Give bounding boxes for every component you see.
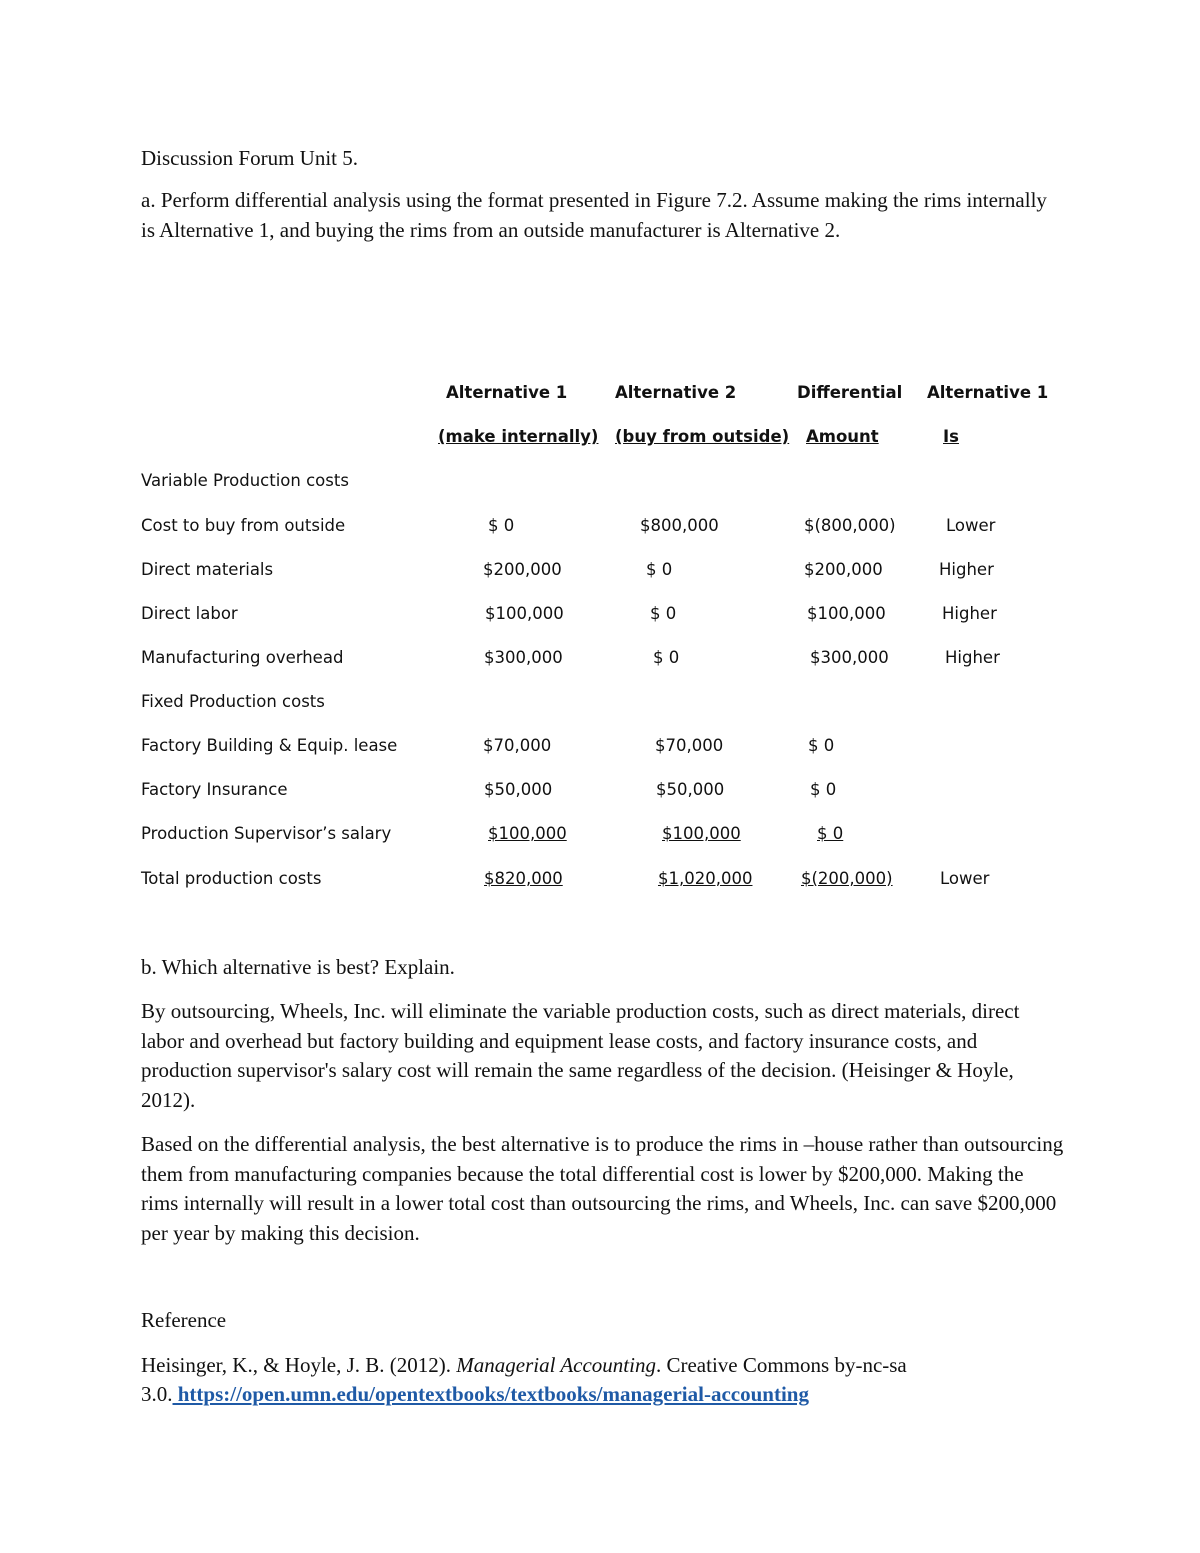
question-b: b. Which alternative is best? Explain. [141, 955, 455, 979]
total-diff-value: $(200,000) [801, 869, 893, 888]
row-is-value: Higher [939, 560, 994, 579]
row-diff-value: $ 0 [817, 824, 844, 843]
reference-heading: Reference [141, 1308, 227, 1332]
row-label: Direct labor [141, 604, 238, 623]
subheader-is [941, 427, 959, 447]
total-row-label: Total production costs [141, 869, 322, 888]
reference-authors: Heisinger, K., & Hoyle, J. B. (2012). [141, 1353, 457, 1377]
row-alt1-value: $70,000 [483, 736, 552, 755]
reference-version: 3.0. [141, 1382, 173, 1406]
row-diff-value: $300,000 [810, 648, 889, 667]
reference-book-title: Managerial Accounting [456, 1353, 656, 1377]
total-alt2-value: $1,020,000 [658, 869, 753, 888]
subheader-amount: Amount [806, 427, 879, 446]
row-alt2-value: $ 0 [646, 560, 673, 579]
header-differential: Differential [797, 383, 903, 402]
row-is-value: Higher [945, 648, 1000, 667]
header-alt1: Alternative 1 [446, 383, 568, 402]
subheader-make-internally: (make internally) [438, 427, 599, 446]
reference-license: . Creative Commons by-nc-sa [655, 1353, 907, 1377]
document-title: Discussion Forum Unit 5. [141, 146, 359, 170]
row-alt2-value: $70,000 [655, 736, 724, 755]
row-is-value: Lower [946, 516, 996, 535]
row-alt1-value: $200,000 [483, 560, 562, 579]
total-alt1-value: $820,000 [484, 869, 563, 888]
row-alt1-value: $300,000 [484, 648, 563, 667]
row-alt2-value: $800,000 [640, 516, 719, 535]
row-diff-value: $100,000 [807, 604, 886, 623]
header-alt2: Alternative 2 [615, 383, 737, 402]
row-diff-value: $ 0 [808, 736, 835, 755]
subheader-buy-from-outside: (buy from outside) [615, 427, 790, 446]
reference-citation [141, 1351, 907, 1381]
row-label: Factory Building & Equip. lease [141, 736, 398, 755]
header-alt1-is: Alternative 1 [927, 383, 1049, 402]
row-label: Cost to buy from outside [141, 516, 346, 535]
answer-paragraph-1: By outsourcing, Wheels, Inc. will eliminate the variable production costs, such as direct materials, direct labor and overhead but factory building and equipment lease costs, and factory insurance costs, and production supervisor's salary cost will remain the same regardless of the decision. (Heisinger & Hoyle, 2012). [141, 999, 1020, 1112]
row-label: Direct materials [141, 560, 274, 579]
row-alt2-value: $100,000 [662, 824, 741, 843]
row-alt1-value: $100,000 [488, 824, 567, 843]
row-alt1-value: $50,000 [484, 780, 553, 799]
section-variable-costs: Variable Production costs [141, 471, 349, 490]
answer-paragraph-2: Based on the differential analysis, the best alternative is to produce the rims in –house rather than outsourcing them from manufacturing companies because the total differential cost is lower by $200,000. Making the rims internally will result in a lower total cost than outsourcing the rims, and Wheels, Inc. can save $200,000 per year by making this decision. [141, 1132, 1064, 1245]
subheader-is-text: Is [943, 427, 959, 446]
row-label: Manufacturing overhead [141, 648, 344, 667]
row-alt1-value: $100,000 [485, 604, 564, 623]
row-alt2-value: $ 0 [650, 604, 677, 623]
section-fixed-costs: Fixed Production costs [141, 692, 325, 711]
row-diff-value: $ 0 [810, 780, 837, 799]
row-is-value: Higher [942, 604, 997, 623]
reference-link[interactable]: https://open.umn.edu/opentextbooks/textbooks/managerial-accounting [172, 1382, 809, 1406]
question-a: a. Perform differential analysis using the format presented in Figure 7.2. Assume making the rims internally is Alternative 1, and buying the rims from an outside manufacturer is Alternative 2. [141, 188, 1047, 242]
row-label: Production Supervisor’s salary [141, 824, 392, 843]
total-is-value: Lower [940, 869, 990, 888]
row-label: Factory Insurance [141, 780, 288, 799]
row-alt2-value: $50,000 [656, 780, 725, 799]
reference-url-line [141, 1380, 809, 1410]
row-alt2-value: $ 0 [653, 648, 680, 667]
row-diff-value: $200,000 [804, 560, 883, 579]
row-alt1-value: $ 0 [488, 516, 515, 535]
row-diff-value: $(800,000) [804, 516, 896, 535]
